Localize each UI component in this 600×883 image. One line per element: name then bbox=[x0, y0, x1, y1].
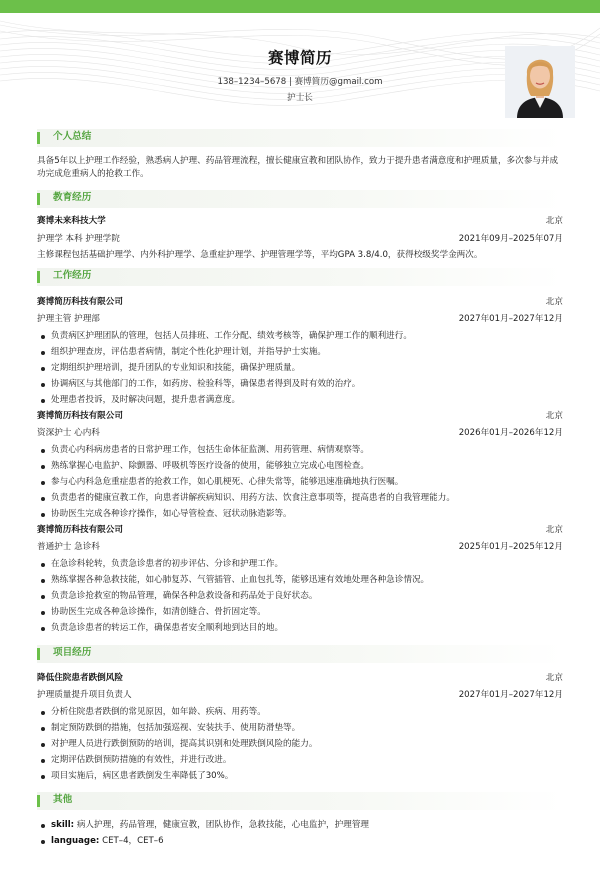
education-row-school bbox=[37, 216, 563, 231]
list-item: 对护理人员进行跌倒预防的培训，提高其识别和处理跌倒风险的能力。 bbox=[37, 739, 563, 755]
list-item: 在急诊科轮转，负责急诊患者的初步评估、分诊和护理工作。 bbox=[37, 559, 563, 575]
list-item: 定期评估跌倒预防措施的有效性，并进行改进。 bbox=[37, 755, 563, 771]
list-item: 定期组织护理培训，提升团队的专业知识和技能，确保护理质量。 bbox=[37, 363, 563, 379]
list-item: 制定预防跌倒的措施，包括加强巡视、安装扶手、使用防滑垫等。 bbox=[37, 723, 563, 739]
project-bullets bbox=[37, 707, 563, 787]
job-row-company bbox=[37, 411, 563, 426]
list-item: 负责急诊抢救室的物品管理，确保各种急救设备和药品处于良好状态。 bbox=[37, 591, 563, 607]
item-key: language: bbox=[51, 836, 100, 846]
company-name: 赛博简历科技有限公司 bbox=[37, 297, 123, 307]
section-title-education: 教育经历 bbox=[53, 192, 92, 203]
list-item: 熟练掌握心电监护、除颤器、呼吸机等医疗设备的使用，能够独立完成心电图检查。 bbox=[37, 461, 563, 477]
list-item: 组织护理查房，评估患者病情，制定个性化护理计划，并指导护士实施。 bbox=[37, 347, 563, 363]
item-key: skill: bbox=[51, 820, 75, 830]
job-row-position bbox=[37, 542, 563, 557]
other-block bbox=[37, 820, 563, 852]
list-item: 负责患者的健康宣教工作，向患者讲解疾病知识、用药方法、饮食注意事项等，提高患者的自我管理能力。 bbox=[37, 493, 563, 509]
job-bullets bbox=[37, 331, 563, 411]
list-item: 熟练掌握各种急救技能，如心肺复苏、气管插管、止血包扎等，能够迅速有效地处理各种急诊情况。 bbox=[37, 575, 563, 591]
job-block bbox=[37, 411, 563, 525]
project-dates: 2027年01月–2027年12月 bbox=[458, 690, 563, 700]
section-header-work bbox=[37, 268, 563, 286]
job-location: 北京 bbox=[545, 411, 563, 421]
section-header-summary bbox=[37, 129, 563, 147]
top-accent-bar bbox=[0, 0, 600, 13]
list-item: 参与心内科急危重症患者的抢救工作，如心肌梗死、心律失常等，能够迅速准确地执行医嘱。 bbox=[37, 477, 563, 493]
section-accent-bar bbox=[37, 132, 40, 144]
company-name: 赛博简历科技有限公司 bbox=[37, 525, 123, 535]
job-bullets bbox=[37, 445, 563, 525]
section-accent-bar bbox=[37, 648, 40, 660]
job-location: 北京 bbox=[545, 297, 563, 307]
project-block bbox=[37, 673, 563, 787]
project-role: 护理质量提升项目负责人 bbox=[37, 690, 132, 700]
list-item bbox=[37, 836, 563, 852]
education-detail: 主修课程包括基础护理学、内外科护理学、急重症护理学、护理管理学等，平均GPA 3.8/4.0，获得校级奖学金两次。 bbox=[37, 250, 483, 260]
job-dates: 2026年01月–2026年12月 bbox=[458, 428, 563, 438]
job-title: 护士长 bbox=[287, 92, 313, 103]
job-row-position bbox=[37, 428, 563, 443]
education-row-degree bbox=[37, 234, 563, 249]
section-header-project bbox=[37, 645, 563, 663]
degree: 护理学 本科 护理学院 bbox=[37, 234, 120, 244]
school-location: 北京 bbox=[545, 216, 563, 226]
job-row-position bbox=[37, 314, 563, 329]
job-block bbox=[37, 525, 563, 639]
list-item bbox=[37, 820, 563, 836]
list-item: 协调病区与其他部门的工作，如药房、检验科等，确保患者得到及时有效的治疗。 bbox=[37, 379, 563, 395]
contact-info: 138–1234–5678 | 赛博简历@gmail.com bbox=[217, 76, 383, 87]
school-name: 赛博未来科技大学 bbox=[37, 216, 106, 226]
candidate-name: 赛博简历 bbox=[267, 49, 332, 67]
project-location: 北京 bbox=[545, 673, 563, 683]
section-title-project: 项目经历 bbox=[53, 647, 92, 658]
project-row-name bbox=[37, 673, 563, 688]
company-name: 赛博简历科技有限公司 bbox=[37, 411, 123, 421]
list-item: 协助医生完成各种急诊操作，如清创缝合、骨折固定等。 bbox=[37, 607, 563, 623]
section-accent-bar bbox=[37, 193, 40, 205]
job-location: 北京 bbox=[545, 525, 563, 535]
other-list bbox=[37, 820, 563, 852]
education-dates: 2021年09月–2025年07月 bbox=[458, 234, 563, 244]
job-block bbox=[37, 297, 563, 411]
section-accent-bar bbox=[37, 271, 40, 283]
section-title-work: 工作经历 bbox=[53, 270, 92, 281]
summary-block bbox=[37, 155, 563, 182]
list-item: 项目实施后，病区患者跌倒发生率降低了30%。 bbox=[37, 771, 563, 787]
list-item: 处理患者投诉，及时解决问题，提升患者满意度。 bbox=[37, 395, 563, 411]
project-name: 降低住院患者跌倒风险 bbox=[37, 673, 123, 683]
section-header-other bbox=[37, 792, 563, 810]
item-value: CET–4，CET–6 bbox=[99, 836, 164, 846]
job-position: 护理主管 护理部 bbox=[37, 314, 100, 324]
project-row-role bbox=[37, 690, 563, 705]
job-row-company bbox=[37, 297, 563, 312]
job-dates: 2025年01月–2025年12月 bbox=[458, 542, 563, 552]
job-row-company bbox=[37, 525, 563, 540]
summary-text: 具备5年以上护理工作经验，熟悉病人护理、药品管理流程，擅长健康宣教和团队协作，致力于提升患者满意度和护理质量，多次参与并成功完成危重病人的抢救工作。 bbox=[37, 156, 559, 180]
item-value: 病人护理，药品管理，健康宣教，团队协作，急救技能，心电监护，护理管理 bbox=[74, 820, 370, 830]
section-header-education bbox=[37, 190, 563, 208]
profile-photo bbox=[505, 46, 575, 118]
section-title-other: 其他 bbox=[53, 794, 73, 805]
job-bullets bbox=[37, 559, 563, 639]
education-block bbox=[37, 216, 563, 262]
section-title-summary: 个人总结 bbox=[53, 131, 92, 142]
job-position: 资深护士 心内科 bbox=[37, 428, 100, 438]
list-item: 负责病区护理团队的管理，包括人员排班、工作分配、绩效考核等，确保护理工作的顺利进行。 bbox=[37, 331, 563, 347]
list-item: 负责急诊患者的转运工作，确保患者安全顺利地到达目的地。 bbox=[37, 623, 563, 639]
list-item: 负责心内科病房患者的日常护理工作，包括生命体征监测、用药管理、病情观察等。 bbox=[37, 445, 563, 461]
list-item: 分析住院患者跌倒的常见原因，如年龄、疾病、用药等。 bbox=[37, 707, 563, 723]
section-accent-bar bbox=[37, 795, 40, 807]
list-item: 协助医生完成各种诊疗操作，如心导管检查、冠状动脉造影等。 bbox=[37, 509, 563, 525]
job-dates: 2027年01月–2027年12月 bbox=[458, 314, 563, 324]
job-position: 普通护士 急诊科 bbox=[37, 542, 100, 552]
